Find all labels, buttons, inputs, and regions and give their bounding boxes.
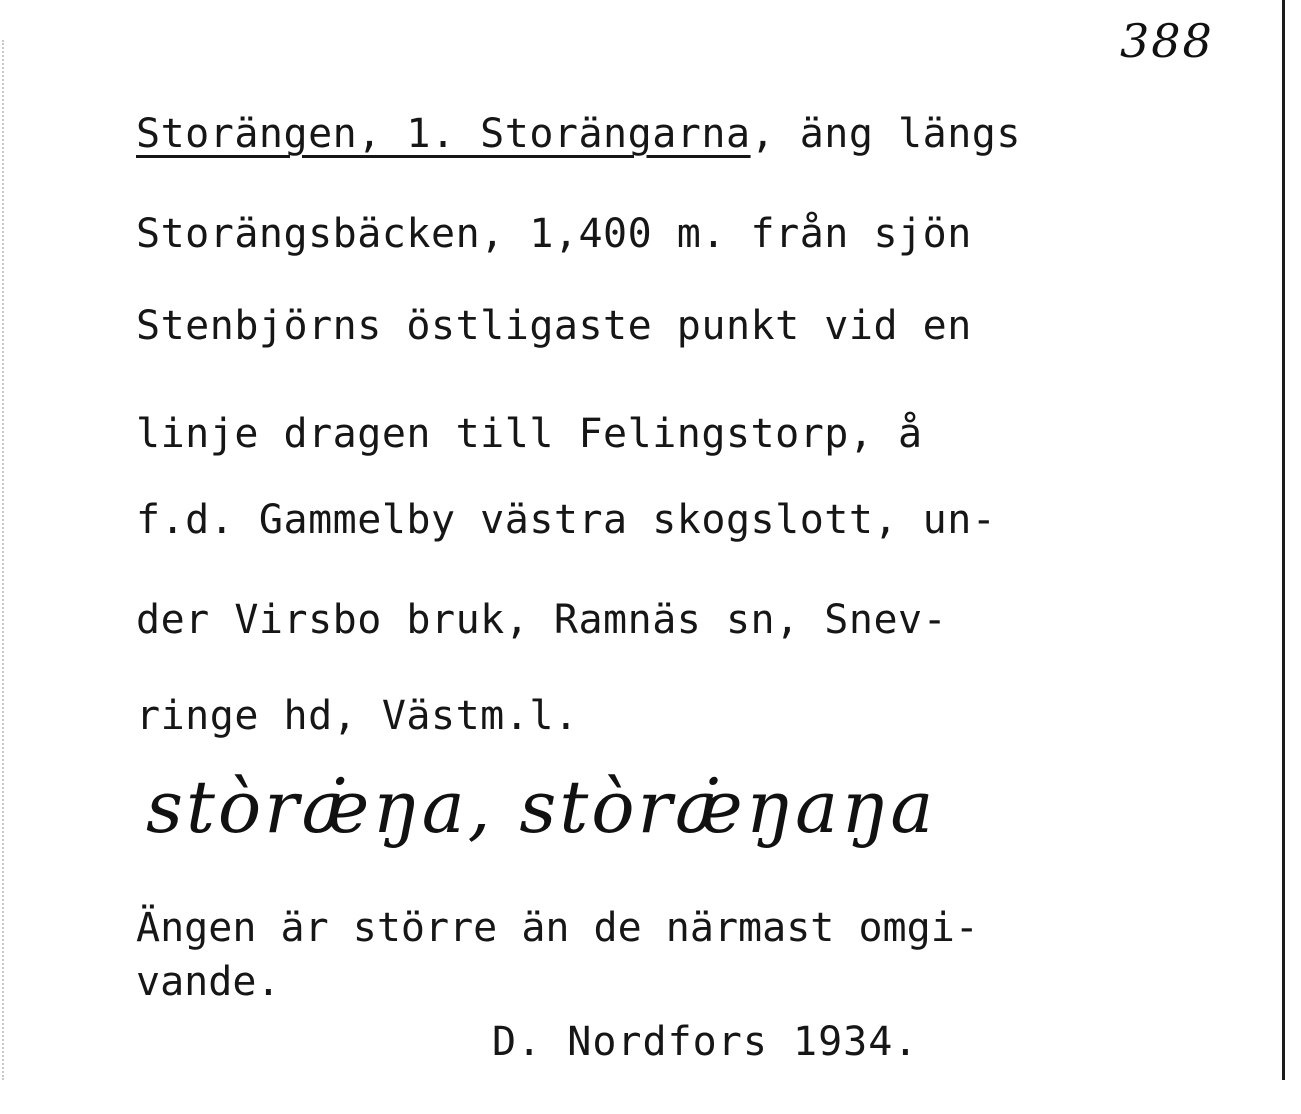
entry-line-3: Stenbjörns östligaste punkt vid en: [136, 303, 972, 349]
entry-line-2: Storängsbäcken, 1,400 m. från sjön: [136, 211, 972, 257]
card-number: 388: [1120, 14, 1214, 68]
entry-line-7: ringe hd, Västm.l.: [136, 693, 579, 739]
entry-line-6: der Virsbo bruk, Ramnäs sn, Snev-: [136, 597, 948, 643]
entry-line-1: [136, 110, 1021, 158]
entry-line-5: f.d. Gammelby västra skogslott, un-: [136, 497, 997, 543]
note-line-2: vande.: [136, 959, 281, 1005]
entry-line-4: linje dragen till Felingstorp, å: [136, 411, 923, 457]
scan-edge: [2, 40, 4, 1080]
signature: D. Nordfors 1934.: [492, 1019, 919, 1065]
headword: Storängen, 1. Storängarna: [136, 111, 751, 157]
entry-line-1-rest: , äng längs: [750, 111, 1021, 157]
handwritten-phonetic: stòræ̇ŋa, stòræ̇ŋaŋa: [146, 765, 937, 849]
card-border: [1282, 0, 1285, 1080]
note-line-1: Ängen är större än de närmast omgi-: [136, 905, 979, 951]
